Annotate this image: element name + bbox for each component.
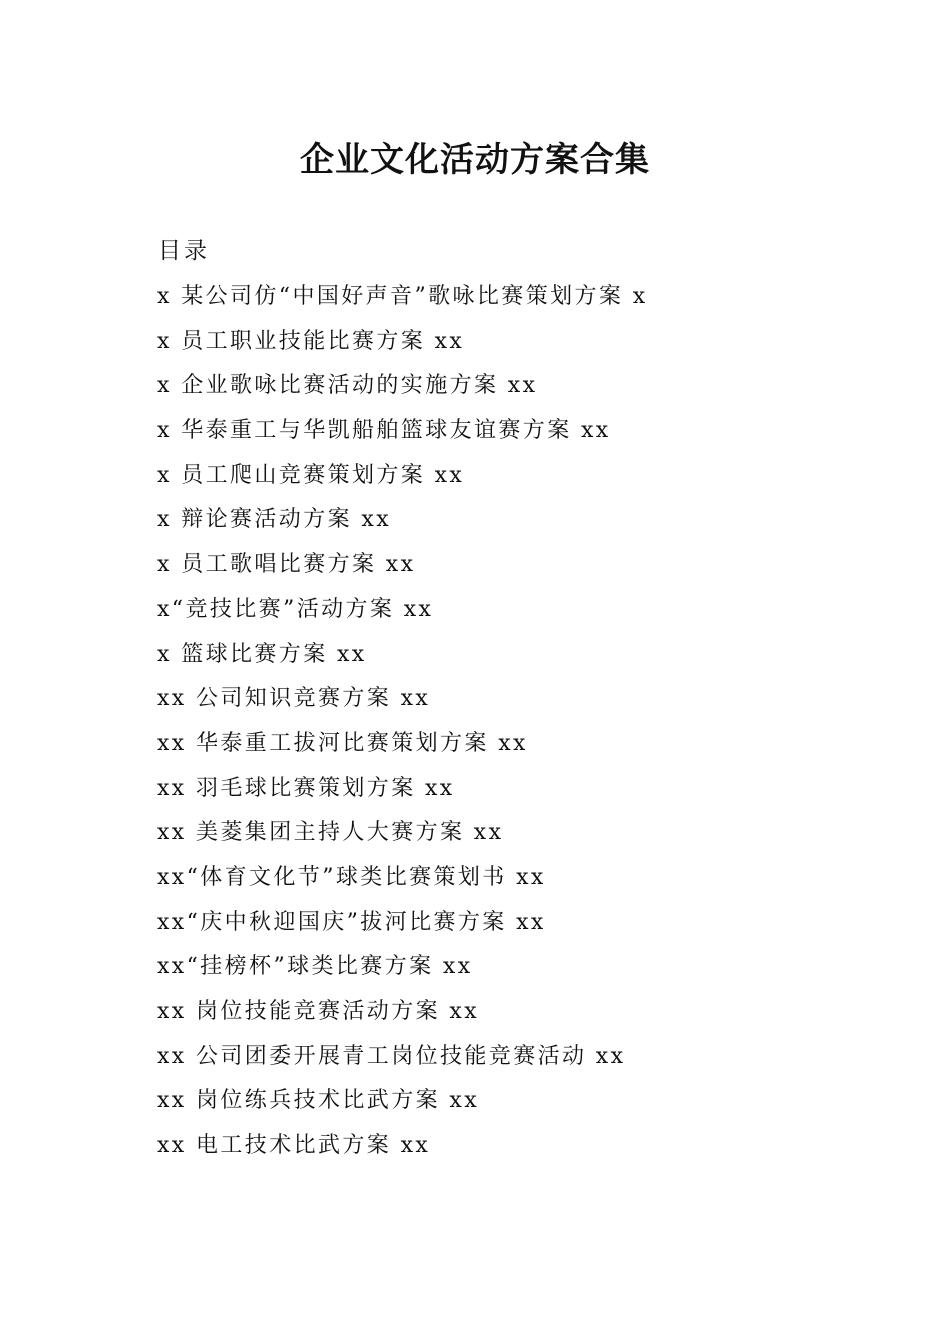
toc-item: xx 岗位练兵技术比武方案 xx [157,1088,480,1114]
toc-item: x“竞技比赛”活动方案 xx [157,596,434,622]
toc-item: xx“体育文化节”球类比赛策划书 xx [157,864,546,890]
toc-item: x 员工爬山竞赛策划方案 xx [157,462,465,488]
toc-item: xx 岗位技能竞赛活动方案 xx [157,999,480,1024]
toc-item: x 员工歌唱比赛方案 xx [157,552,416,578]
table-of-contents [157,279,857,1173]
toc-item: x 篮球比赛方案 xx [157,641,367,667]
toc-item: xx 电工技术比武方案 xx [157,1133,431,1159]
toc-item: x 某公司仿“中国好声音”歌咏比赛策划方案 x [157,284,648,309]
toc-heading: 目录 [158,238,210,264]
toc-item: xx 美菱集团主持人大赛方案 xx [157,820,504,846]
toc-item: xx 公司知识竞赛方案 xx [157,686,431,712]
toc-item: x 辩论赛活动方案 xx [157,507,392,533]
toc-item: x 华泰重工与华凯船舶篮球友谊赛方案 xx [157,418,611,444]
document-title: 企业文化活动方案合集 [300,140,650,180]
toc-item: xx“挂榜杯”球类比赛方案 xx [157,954,473,980]
toc-item: xx“庆中秋迎国庆”拔河比赛方案 xx [157,909,546,935]
toc-item: x 企业歌咏比赛活动的实施方案 xx [157,373,538,399]
toc-item: xx 华泰重工拔河比赛策划方案 xx [157,730,528,756]
toc-item: xx 羽毛球比赛策划方案 xx [157,775,455,801]
toc-item: x 员工职业技能比赛方案 xx [157,328,465,354]
toc-item: xx 公司团委开展青工岗位技能竞赛活动 xx [157,1043,626,1069]
